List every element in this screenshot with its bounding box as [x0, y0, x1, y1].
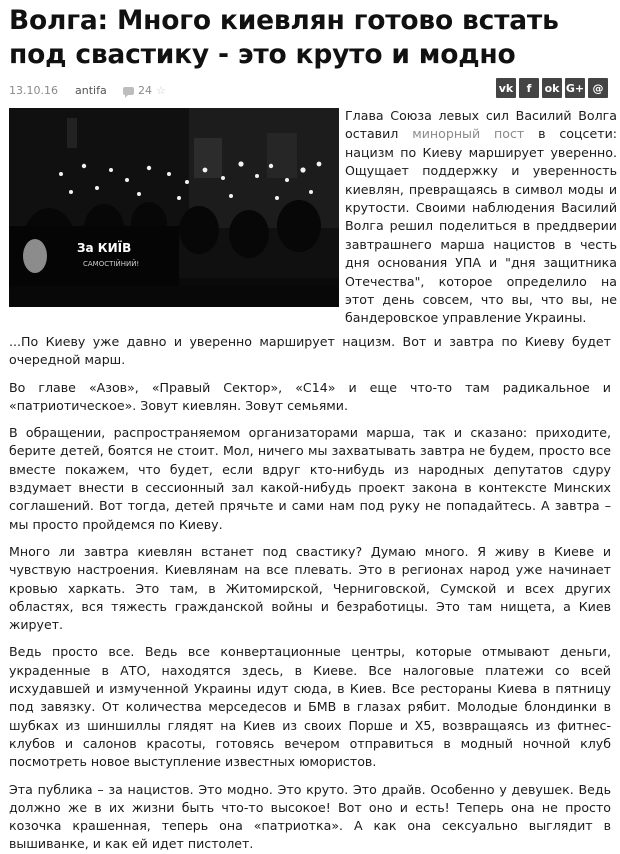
body-paragraph: ...По Киеву уже давно и уверенно марширует нацизм. Вот и завтра по Киеву будет очередной марш. — [9, 334, 611, 368]
vk-icon[interactable]: vk — [496, 78, 516, 98]
lead-section — [9, 107, 617, 339]
body-paragraph: В обращении, распространяемом организаторами марша, так и сказано: приходите, берите детей, боятся не стоит. Мол, ничего мы захватывать завтра не будем, просто все вместе покажем, что будет, если вдруг кто-нибудь из народных депутатов сдуру вздумает внести в сессионный зал какой-нибудь проект закона в контексте Минских соглашений. Вот тогда, детей прячьте и сами нам под руку не попадайтесь. А завтра – мы просто пройдемся по Киеву. — [9, 425, 611, 532]
article-photo — [9, 108, 339, 307]
article-meta — [9, 78, 611, 104]
lead-text-start: Глава Союза левых сил Василий Волга оставил — [345, 108, 617, 142]
body-paragraph: Во главе «Азов», «Правый Сектор», «С14» и еще что-то там радикальное и «патриотическое». Зовут киевлян. Зовут семьями. — [9, 379, 611, 413]
comment-count-value: 24 — [138, 84, 152, 97]
body-paragraph: Эта публика – за нацистов. Это модно. Это круто. Это драйв. Особенно у девушек. Ведь должно же в их жизни быть что-то высокое! Вот оно и есть! Теперь она не просто козочка крашенная, теперь она «патриотка». А как она сексуально выглядит в вышиванке, и как ей идет пистолет. — [9, 781, 611, 852]
lead-text-end: в соцсети: нацизм по Киеву марширует уверенно. Ощущает поддержку и уверенность киевлян, превращаясь в символ моды и крутости. Своими наблюдения Василий Волга решил поделиться в преддверии завтрашнего марша нацистов в честь дня основания УПА и "дня защитника Отечества", которое определило на этот день совсем, что вы, что вы, не бандеровское управление Украины. — [345, 126, 617, 326]
star-icon[interactable]: ☆ — [156, 84, 166, 97]
minor-post-link[interactable]: минорный пост — [412, 126, 525, 142]
share-buttons — [496, 78, 608, 98]
body-paragraph: Много ли завтра киевлян встанет под свастику? Думаю много. Я живу в Киеве и чувствую настроения. Киевлянам на все плевать. Это в регионах народ уже начинает кровью харкать. Это там, в Житомирской, Черниговской, Сумской и всех других областях, вся тяжесть гражданской войны и безработицы. Это там нищета, а Киев жирует. — [9, 543, 611, 633]
facebook-icon[interactable]: f — [519, 78, 539, 98]
torch-march-image — [9, 108, 339, 307]
lead-paragraph — [345, 107, 617, 328]
body-paragraph: Ведь просто все. Ведь все конвертационные центры, которые отмывают деньги, украденные в АТО, находятся здесь, в Киеве. Все налоговые платежи со всей исхудавшей и измученной Украины идут сюда, в Киев. Все рестораны Киева в пятницу под завязку. От количества мерседесов и БМВ в глазах рябит. Молодые блондинки в шубках из шиншиллы глядят на Киев из своих Порше и X5, возвращаясь из фитнес-клубов и салонов красоты, готовясь вечером отправиться в модный ночной клуб посмотреть новое выступление известных юмористов. — [9, 644, 611, 770]
publish-date: 13.10.16 — [9, 84, 58, 97]
odnoklassniki-icon[interactable]: ok — [542, 78, 562, 98]
author-link[interactable]: antifa — [75, 84, 107, 97]
article-body — [9, 333, 611, 854]
comment-count[interactable] — [123, 84, 166, 97]
article-title: Волга: Много киевлян готово встать под свастику - это круто и модно — [9, 5, 559, 70]
comment-bubble-icon — [123, 87, 134, 95]
google-plus-icon[interactable]: G+ — [565, 78, 585, 98]
banner-text-line1: За КИЇВ — [77, 241, 132, 255]
mail-icon[interactable]: @ — [588, 78, 608, 98]
banner-text-line2: САМОСТІЙНИЙ! — [83, 260, 140, 268]
